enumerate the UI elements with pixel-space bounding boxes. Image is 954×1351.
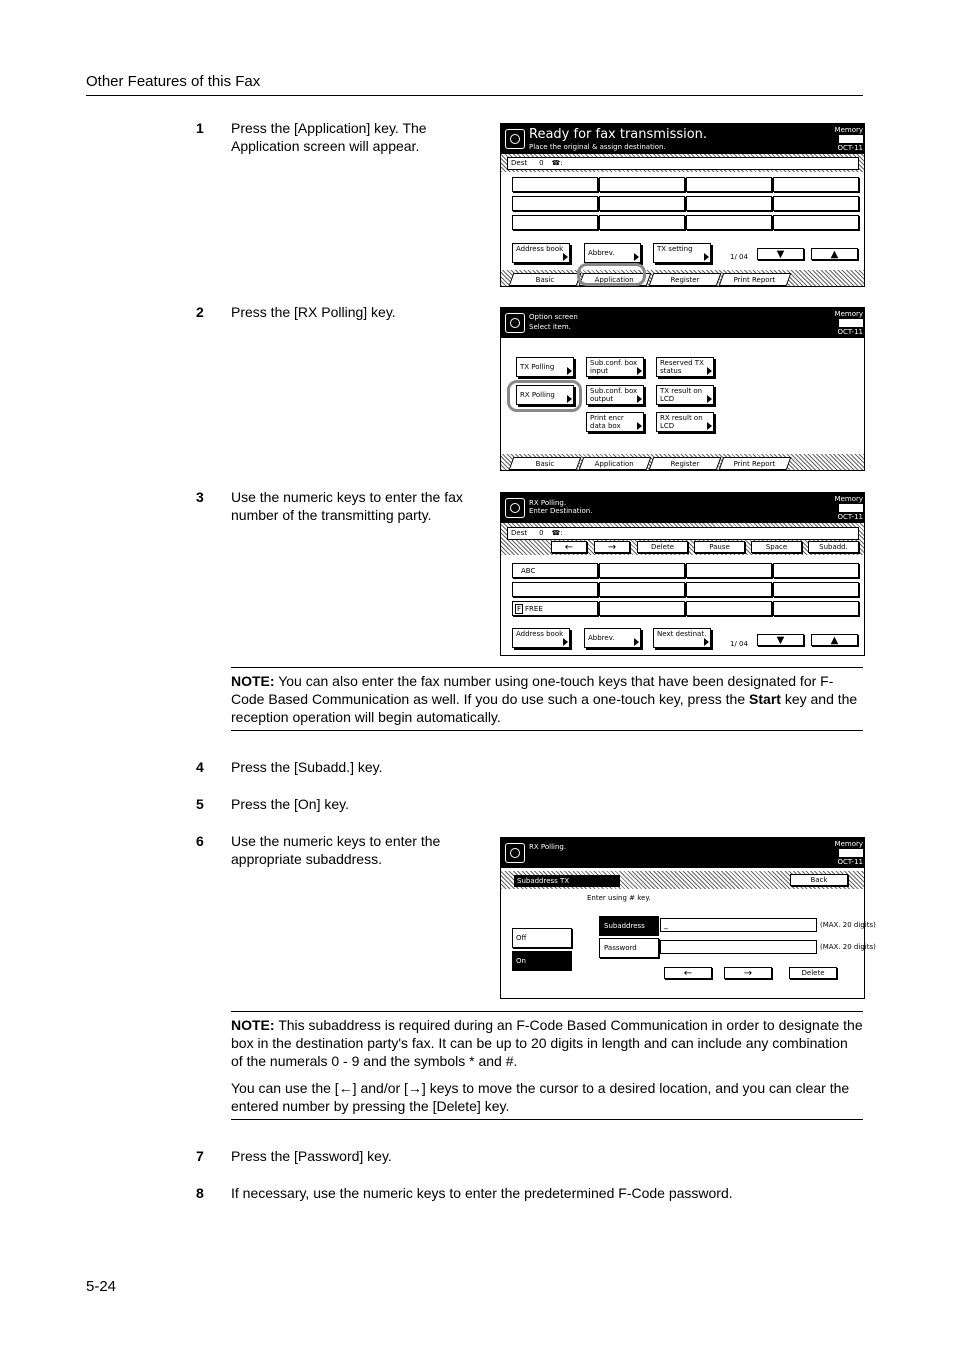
page-indicator: 1/ 04 [730, 253, 748, 261]
one-touch-key[interactable] [512, 215, 598, 230]
screen-subaddress-tx [500, 837, 876, 999]
one-touch-key[interactable] [599, 177, 685, 192]
date-label: OCT-11 [837, 144, 863, 152]
one-touch-key[interactable] [599, 215, 685, 230]
one-touch-key[interactable] [773, 215, 859, 230]
tx-result-on-lcd-button[interactable]: TX result on LCD [656, 385, 714, 405]
tx-polling-button[interactable]: TX Polling [516, 357, 574, 377]
date-label: OCT-11 [837, 858, 863, 866]
screen-ready-for-fax [500, 123, 865, 287]
tab-basic[interactable]: Basic [509, 273, 582, 286]
screen-title: Option screen [529, 313, 578, 321]
step-7-number: 7 [196, 1148, 204, 1164]
destination-field: Dest 0 ☎: [507, 527, 859, 540]
step-6-text: Use the numeric keys to enter the appropriate subaddress. [231, 833, 441, 867]
memory-gauge [839, 504, 863, 512]
one-touch-key[interactable] [599, 196, 685, 211]
screen-title: RX Polling. [529, 499, 567, 507]
one-touch-key[interactable] [773, 601, 859, 616]
screen-subtitle: Place the original & assign destination. [529, 143, 666, 151]
one-touch-key[interactable] [686, 563, 772, 578]
one-touch-key[interactable] [686, 215, 772, 230]
one-touch-key[interactable] [512, 582, 598, 597]
up-arrow-button[interactable]: ▲ [811, 634, 858, 646]
highlight-circle [577, 263, 646, 286]
one-touch-key[interactable] [686, 582, 772, 597]
step-4-text: Press the [Subadd.] key. [231, 759, 383, 775]
step-3-text: Use the numeric keys to enter the fax number of the transmitting party. [231, 489, 463, 523]
note-rule-top [231, 1011, 863, 1012]
sub-conf-box-output-button[interactable]: Sub.conf. box output [586, 385, 644, 405]
back-button[interactable]: Back [790, 874, 848, 886]
tab-print-report[interactable]: Print Report [719, 457, 792, 470]
address-book-button[interactable]: Address book [512, 243, 570, 263]
tab-register[interactable]: Register [649, 457, 722, 470]
screen-option [500, 307, 865, 471]
screen-rx-polling-destination [500, 492, 865, 656]
one-touch-key[interactable] [686, 177, 772, 192]
pause-button[interactable]: Pause [694, 541, 745, 553]
subaddress-max-label: (MAX. 20 digits) [820, 921, 876, 929]
memory-gauge [839, 319, 863, 327]
tab-register[interactable]: Register [649, 273, 722, 286]
note-rule-bottom [231, 730, 863, 731]
step-5-number: 5 [196, 796, 204, 812]
step-2-text: Press the [RX Polling] key. [231, 304, 396, 320]
tab-application[interactable]: Application [579, 273, 652, 286]
fax-icon [505, 129, 525, 149]
page-header: Other Features of this Fax [86, 73, 261, 90]
fax-icon [505, 843, 525, 863]
step-8-text: If necessary, use the numeric keys to enter the predetermined F-Code password. [231, 1185, 733, 1201]
abbrev-button[interactable]: Abbrev. [584, 628, 641, 648]
one-touch-key[interactable] [686, 196, 772, 211]
memory-label: Memory [834, 126, 863, 134]
tab-print-report[interactable]: Print Report [719, 273, 792, 286]
down-arrow-button[interactable]: ▼ [757, 634, 804, 646]
step-1-number: 1 [196, 120, 204, 136]
page-indicator: 1/ 04 [730, 640, 748, 648]
abbrev-button[interactable]: Abbrev. [584, 243, 641, 263]
note-rule-bottom [231, 1119, 863, 1120]
one-touch-key[interactable] [686, 601, 772, 616]
step-8-number: 8 [196, 1185, 204, 1201]
next-destination-button[interactable]: Next destinat. [653, 628, 711, 648]
memory-label: Memory [834, 840, 863, 848]
tab-basic[interactable]: Basic [509, 457, 582, 470]
up-arrow-button[interactable]: ▲ [811, 248, 858, 260]
step-4-number: 4 [196, 759, 204, 775]
step-6-number: 6 [196, 833, 204, 849]
tab-bar [501, 270, 864, 286]
tx-setting-button[interactable]: TX setting [653, 243, 711, 263]
password-max-label: (MAX. 20 digits) [820, 943, 876, 951]
header-rule [86, 95, 863, 96]
screen-title-bar [501, 308, 864, 338]
screen-subtitle: Enter Destination. [529, 507, 593, 515]
memory-gauge [839, 135, 863, 143]
sub-conf-box-input-button[interactable]: Sub.conf. box input [586, 357, 644, 377]
screen-title-bar [501, 838, 864, 868]
one-touch-key[interactable] [773, 563, 859, 578]
step-5-text: Press the [On] key. [231, 796, 350, 812]
input-hint: Enter using # key. [587, 894, 651, 902]
one-touch-key-abc[interactable]: ABC [512, 563, 598, 578]
section-label: Subaddress TX [514, 875, 620, 887]
subaddress-input[interactable]: _ [660, 918, 817, 932]
one-touch-key-free[interactable]: F FREE [512, 601, 598, 616]
one-touch-key[interactable] [599, 563, 685, 578]
subadd-button[interactable]: Subadd. [808, 541, 859, 553]
highlight-circle [507, 380, 582, 412]
screen-title: Ready for fax transmission. [529, 127, 708, 142]
step-1-text: Press the [Application] key. The Application screen will appear. [231, 120, 427, 154]
one-touch-key[interactable] [512, 177, 598, 192]
note-2: NOTE: This subaddress is required during an F-Code Based Communication in order to designate the box in the destination party's fax. It can be up to 20 digits in length and can include any combination of the numerals 0 - 9 and the symbols * and #. [231, 1017, 863, 1069]
space-button[interactable]: Space [751, 541, 802, 553]
note-1: NOTE: You can also enter the fax number using one-touch keys that have been designated for F-Code Based Communication as well. If you do use such a one-touch key, press the Start key and the reception operation will begin automatically. [231, 673, 858, 725]
subaddress-button[interactable]: Subaddress [599, 916, 659, 936]
step-7-text: Press the [Password] key. [231, 1148, 392, 1164]
step-3-number: 3 [196, 489, 204, 505]
rx-polling-button[interactable]: RX Polling [516, 385, 574, 405]
rx-result-on-lcd-button[interactable]: RX result on LCD [656, 412, 714, 432]
one-touch-key[interactable] [599, 582, 685, 597]
one-touch-key[interactable] [599, 601, 685, 616]
one-touch-key[interactable] [773, 582, 859, 597]
page-number: 5-24 [86, 1278, 117, 1295]
cursor-right-button[interactable]: → [724, 967, 772, 979]
fax-icon [505, 313, 525, 333]
cursor-left-button[interactable]: ← [551, 541, 587, 553]
delete-button[interactable]: Delete [789, 967, 837, 979]
cursor-left-button[interactable]: ← [664, 967, 712, 979]
fax-icon [505, 498, 525, 518]
screen-subtitle: Select item. [529, 323, 571, 331]
fcode-box-icon: F [517, 605, 522, 613]
memory-gauge [839, 849, 863, 857]
screen-title: RX Polling. [529, 843, 567, 851]
off-button[interactable]: Off [512, 928, 572, 948]
screen-title-bar [501, 124, 864, 154]
screen-title-bar [501, 493, 864, 523]
on-button[interactable]: On [512, 951, 572, 971]
one-touch-key[interactable] [773, 196, 859, 211]
date-label: OCT-11 [837, 513, 863, 521]
tab-application[interactable]: Application [579, 457, 652, 470]
password-button[interactable]: Password [599, 938, 659, 958]
date-label: OCT-11 [837, 328, 863, 336]
note-2-paragraph-2: You can use the [←] and/or [→] keys to move the cursor to a desired location, and you can clear the entered number by pressing the [Delete] key. [231, 1080, 850, 1114]
note-rule-top [231, 667, 863, 668]
password-input[interactable] [660, 940, 817, 954]
address-book-button[interactable]: Address book [512, 628, 570, 648]
cursor-right-button[interactable]: → [594, 541, 630, 553]
one-touch-key[interactable] [773, 177, 859, 192]
print-encr-data-box-button[interactable]: Print encr data box [586, 412, 644, 432]
memory-label: Memory [834, 495, 863, 503]
step-2-number: 2 [196, 304, 204, 320]
memory-label: Memory [834, 310, 863, 318]
down-arrow-button[interactable]: ▼ [757, 248, 804, 260]
reserved-tx-status-button[interactable]: Reserved TX status [656, 357, 714, 377]
one-touch-key[interactable] [512, 196, 598, 211]
tab-bar [501, 454, 864, 470]
delete-button[interactable]: Delete [637, 541, 688, 553]
destination-field: Dest 0 ☎: [507, 157, 859, 170]
